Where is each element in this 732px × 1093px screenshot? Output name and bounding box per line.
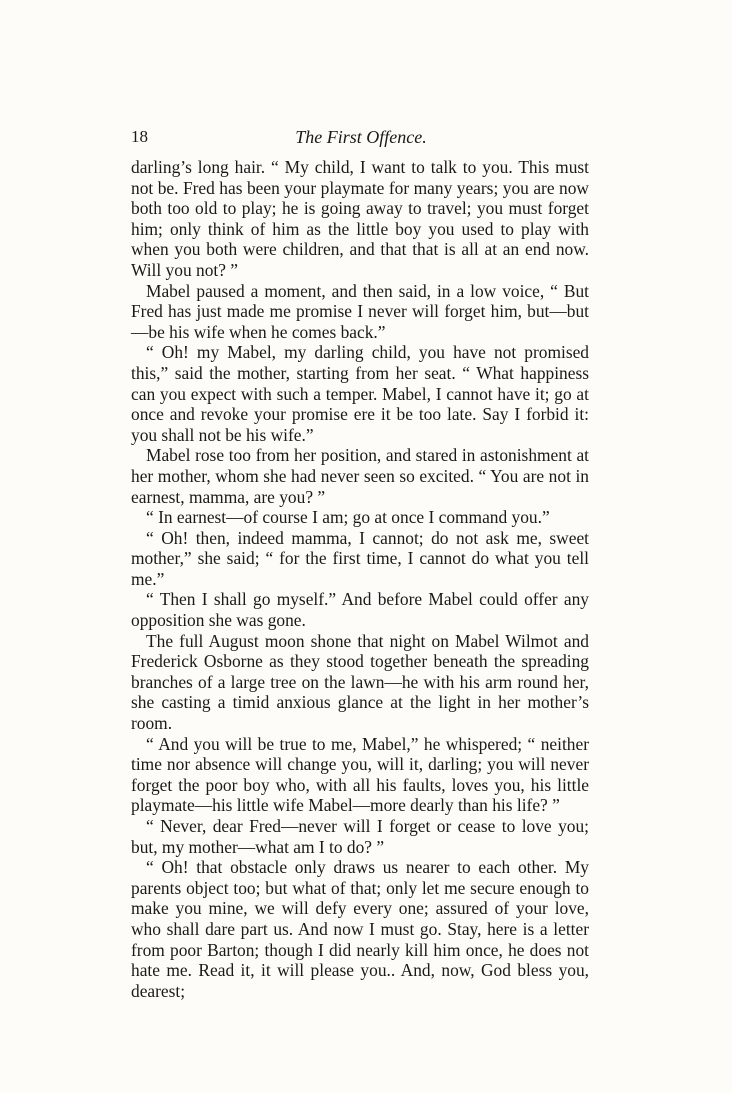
paragraph: Mabel rose too from her position, and stared in astonishment at her mother, whom she had never seen so excited. “ You are not in earnest, mamma, are you? ”	[131, 445, 589, 507]
paragraph: “ Oh! that obstacle only draws us nearer to each other. My parents object too; but what of that; only let me secure enough to make you mine, we will defy every one; assured of your love, who shall dare part us. And now I must go. Stay, here is a letter from poor Barton; though I did nearly kill him once, he does not hate me. Read it, it will please you.. And, now, God bless you, dearest;	[131, 857, 589, 1001]
paragraph: The full August moon shone that night on Mabel Wilmot and Frederick Osborne as they stood together beneath the spreading branches of a large tree on the lawn—he with his arm round her, she casting a timid anxious glance at the light in her mother’s room.	[131, 630, 589, 734]
page-number: 18	[131, 127, 148, 146]
paragraph: Mabel paused a moment, and then said, in a low voice, “ But Fred has just made me promise I never will forget him, but—but—be his wife when he comes back.”	[131, 280, 589, 342]
paragraph: “ And you will be true to me, Mabel,” he whispered; “ neither time nor absence will change you, will it, darling; you will never forget the poor boy who, with all his faults, loves you, his little playmate—his little wife Mabel—more dearly than his life? ”	[131, 733, 589, 816]
paragraph: “ Never, dear Fred—never will I forget or cease to love you; but, my mother—what am I to do? ”	[131, 816, 589, 857]
page-header	[131, 127, 591, 151]
paragraph: “ Then I shall go myself.” And before Mabel could offer any opposition she was gone.	[131, 589, 589, 631]
paragraph: darling’s long hair. “ My child, I want to talk to you. This must not be. Fred has been your playmate for many years; you are now both too old to play; he is going away to travel; you must forget him; only think of him as the little boy you used to play with when you both were children, and that that is all at an end now. Will you not? ”	[131, 157, 589, 280]
paragraph: “ Oh! my Mabel, my darling child, you have not promised this,” said the mother, starting from her seat. “ What happiness can you expect with such a temper. Mabel, I cannot have it; go at once and revoke your promise ere it be too late. Say I forbid it: you shall not be his wife.”	[131, 342, 589, 445]
paragraph: “ Oh! then, indeed mamma, I cannot; do not ask me, sweet mother,” she said; “ for the first time, I cannot do what you tell me.”	[131, 527, 589, 589]
running-title: The First Offence.	[295, 127, 427, 147]
body-text	[131, 157, 589, 1001]
paragraph: “ In earnest—of course I am; go at once I command you.”	[146, 507, 550, 528]
